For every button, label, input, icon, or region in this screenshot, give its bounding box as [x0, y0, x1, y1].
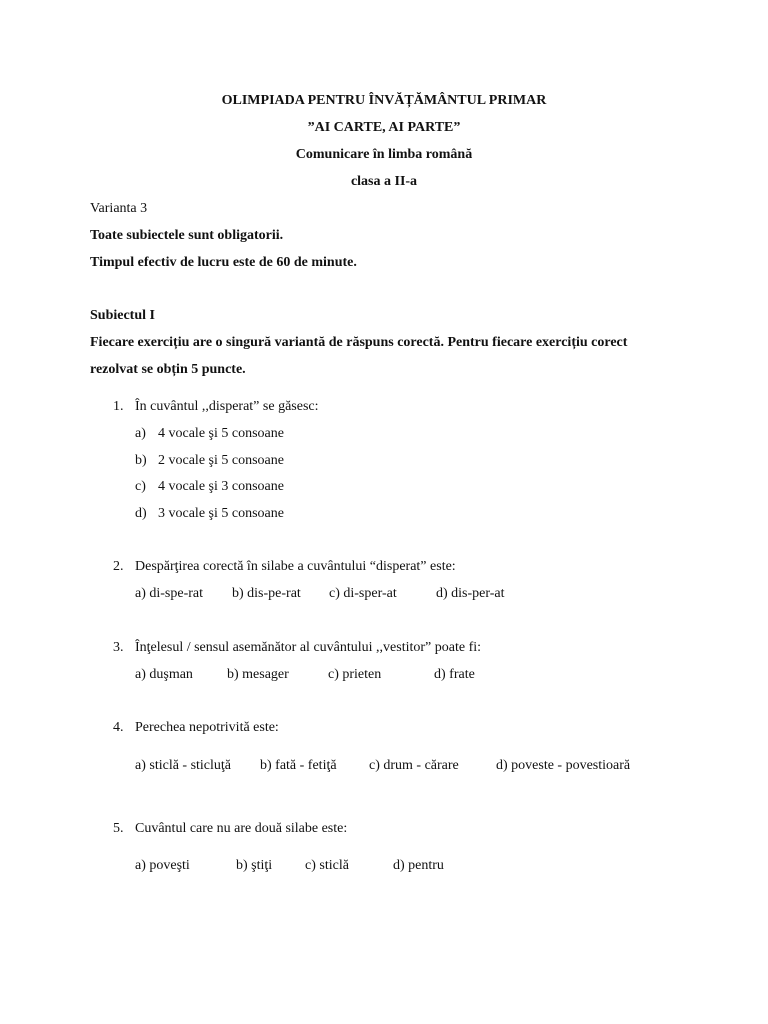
option-text: 3 vocale şi 5 consoane — [158, 506, 284, 521]
header-subject: Comunicare în limba română — [295, 147, 473, 162]
question-number: 3. — [113, 640, 124, 655]
time-note: Timpul efectiv de lucru este de 60 de minute. — [90, 255, 357, 270]
option-b: b) fată - fetiţă — [260, 758, 337, 773]
option-b: b) mesager — [227, 667, 289, 682]
option-a: a) duşman — [135, 667, 193, 682]
option-d: d) poveste - povestioară — [496, 758, 631, 773]
option-letter: c) — [135, 479, 146, 494]
option-d: d) pentru — [393, 858, 444, 873]
instructions-line-2: rezolvat se obțin 5 puncte. — [90, 362, 246, 377]
question-number: 2. — [113, 559, 124, 574]
header-motto: ”AI CARTE, AI PARTE” — [307, 120, 461, 135]
question-text: În cuvântul ,,disperat” se găsesc: — [135, 399, 319, 414]
question-text: Despărţirea corectă în silabe a cuvântului “disperat” este: — [135, 559, 456, 574]
question-text: Înţelesul / sensul asemănător al cuvântului ,,vestitor” poate fi: — [135, 640, 482, 655]
question-text: Cuvântul care nu are două silabe este: — [135, 821, 348, 836]
option-letter: b) — [135, 453, 147, 468]
variant-label: Varianta 3 — [90, 201, 148, 216]
question-number: 5. — [113, 821, 124, 836]
option-letter: d) — [135, 506, 147, 521]
option-letter: a) — [135, 426, 146, 441]
mandatory-note: Toate subiectele sunt obligatorii. — [90, 228, 284, 243]
subject-title: Subiectul I — [90, 308, 155, 323]
option-text: 4 vocale şi 3 consoane — [158, 479, 284, 494]
option-a: a) sticlă - sticluţă — [135, 758, 232, 773]
question-number: 4. — [113, 720, 124, 735]
header-title: OLIMPIADA PENTRU ÎNVĂȚĂMÂNTUL PRIMAR — [221, 93, 547, 108]
option-c: c) di-sper-at — [329, 586, 397, 601]
option-a: a) di-spe-rat — [135, 586, 204, 601]
option-d: d) dis-per-at — [436, 586, 505, 601]
option-c: c) drum - cărare — [369, 758, 459, 773]
option-b: b) dis-pe-rat — [232, 586, 301, 601]
option-d: d) frate — [434, 667, 475, 682]
question-text: Perechea nepotrivită este: — [135, 720, 279, 735]
option-text: 4 vocale şi 5 consoane — [158, 426, 284, 441]
option-c: c) prieten — [328, 667, 382, 682]
option-text: 2 vocale şi 5 consoane — [158, 453, 284, 468]
option-b: b) ştiţi — [236, 858, 273, 873]
question-number: 1. — [113, 399, 124, 414]
option-a: a) poveşti — [135, 858, 190, 873]
header-grade: clasa a II-a — [350, 174, 418, 189]
option-c: c) sticlă — [305, 858, 349, 873]
instructions-line-1: Fiecare exercițiu are o singură variantă de răspuns corectă. Pentru fiecare exercițiu corect — [90, 335, 628, 350]
